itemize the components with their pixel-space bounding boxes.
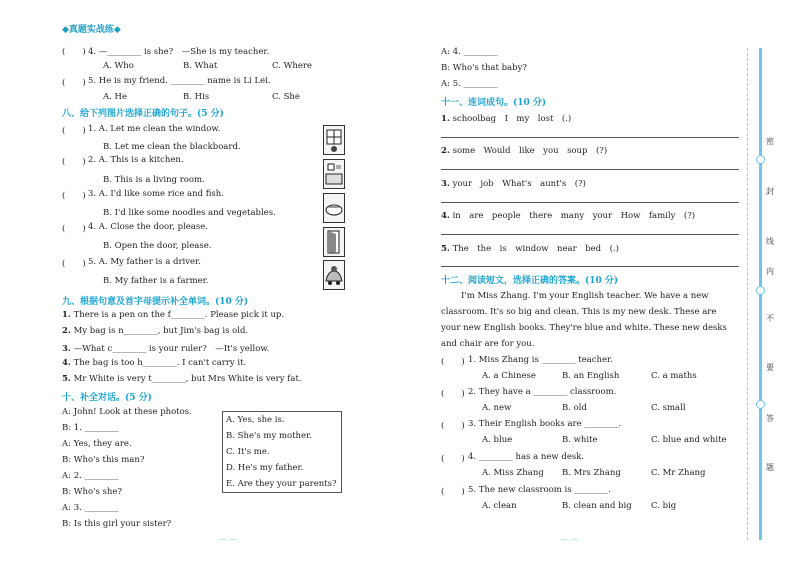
binding-hole <box>756 155 765 164</box>
item-number: 4. <box>441 211 450 221</box>
option-a: A. blue <box>482 435 513 445</box>
answer-bracket[interactable]: ( ) <box>441 487 465 497</box>
option-b: B. old <box>562 403 587 413</box>
option-c: C. big <box>651 501 677 511</box>
option-c: C. blue and white <box>651 435 727 445</box>
seal-char: 要 <box>766 363 774 372</box>
page-ornament: ⌒⌒ <box>560 540 580 551</box>
answer-bracket[interactable]: ( ) <box>62 191 86 201</box>
item-number: 1. <box>62 310 71 320</box>
dialog-line: A: 2. ________ <box>62 471 119 481</box>
list-item <box>62 358 246 368</box>
passage-line: classroom. It's so big and clean. This is my new desk. These are <box>441 307 717 317</box>
section-banner: ◆真题实战练◆ <box>62 25 121 35</box>
page-ornament: ⌒⌒ <box>218 540 238 551</box>
item-number: 5. <box>62 374 71 384</box>
seal-char: 不 <box>766 314 774 323</box>
answer-line[interactable] <box>441 202 739 203</box>
passage-line: I'm Miss Zhang. I'm your English teacher. We have a new <box>461 291 709 301</box>
binding-hole <box>756 286 765 295</box>
option-text: 1. A. Let me clean the window. <box>88 124 221 134</box>
section-title: 十一、连词成句。(10 分) <box>441 98 547 108</box>
option-c: C. She <box>272 92 300 102</box>
driver-picture <box>323 260 345 290</box>
list-item <box>62 326 248 336</box>
question-text: 4. —________ is she? —She is my teacher. <box>88 47 270 57</box>
option-b: B. an English <box>562 371 620 381</box>
answer-line[interactable] <box>441 234 739 235</box>
list-item <box>62 374 302 384</box>
dialog-line: A: 5. ________ <box>441 79 498 89</box>
seal-char: 内 <box>766 267 774 276</box>
answer-bracket[interactable]: ( ) <box>441 454 465 464</box>
seal-char: 线 <box>766 237 774 246</box>
answer-bracket[interactable]: ( ) <box>441 421 465 431</box>
dialog-line: B: Who's she? <box>62 487 122 497</box>
question-text: 5. The new classroom is ________. <box>468 485 611 495</box>
section-title: 十、补全对话。(5 分) <box>62 393 152 403</box>
section-title: 八、给下列图片选择正确的句子。(5 分) <box>62 109 224 119</box>
question-text: 5. He is my friend. ________ name is Li Lei. <box>88 76 271 86</box>
option-text: B. This is a living room. <box>103 175 205 185</box>
list-item <box>62 310 284 320</box>
answer-line[interactable] <box>441 169 739 170</box>
list-item <box>441 177 586 189</box>
option-text: 3. A. I'd like some rice and fish. <box>88 189 224 199</box>
option-a: A. Who <box>103 61 134 71</box>
question-text: 2. They have a ________ classroom. <box>468 387 617 397</box>
seal-char: 封 <box>766 187 774 196</box>
dialog-line: B: Who's this man? <box>62 455 145 465</box>
item-text: —What c________ is your ruler? —It's yellow. <box>70 344 270 354</box>
seal-char: 题 <box>766 463 774 472</box>
option-b: B. His <box>183 92 210 102</box>
kitchen-picture <box>323 159 345 189</box>
section-title: 九、根据句意及首字母提示补全单词。(10 分) <box>62 297 249 307</box>
item-text: schoolbag I my lost (.) <box>449 114 572 124</box>
answer-bracket[interactable]: ( ) <box>62 224 86 234</box>
item-number: 2. <box>62 326 71 336</box>
dialog-line: B: Who's that baby? <box>441 63 527 73</box>
answer-bracket[interactable]: ( ) <box>441 357 465 367</box>
option-text: B. Let me clean the blackboard. <box>103 142 241 152</box>
option-b: B. clean and big <box>562 501 632 511</box>
answer-line[interactable] <box>441 137 739 138</box>
answer-bracket[interactable]: ( ) <box>62 259 86 269</box>
answer-bracket[interactable]: ( ) <box>62 78 86 88</box>
word-bank-option: A. Yes, she is. <box>226 415 285 425</box>
item-number: 3. <box>441 179 450 189</box>
word-bank-option: C. It's me. <box>226 447 270 457</box>
answer-line[interactable] <box>441 266 739 267</box>
item-number: 4. <box>62 358 71 368</box>
section-title: 十二、阅读短文，选择正确的答案。(10 分) <box>441 276 619 286</box>
option-b: B. Mrs Zhang <box>562 468 621 478</box>
word-bank-option: E. Are they your parents? <box>226 479 337 489</box>
door-picture <box>323 227 345 257</box>
item-text: in are people there many your How family (?) <box>449 211 696 221</box>
answer-bracket[interactable]: ( ) <box>441 389 465 399</box>
option-b: B. What <box>183 61 218 71</box>
option-text: 4. A. Close the door, please. <box>88 222 208 232</box>
option-c: C. small <box>651 403 686 413</box>
word-bank-box <box>222 411 342 493</box>
item-number: 2. <box>441 146 450 156</box>
option-text: B. Open the door, please. <box>103 241 212 251</box>
item-text: The bag is too h________. I can't carry it. <box>70 358 247 368</box>
option-a: A. clean <box>482 501 517 511</box>
passage-line: and chair are for you. <box>441 339 535 349</box>
option-text: B. I'd like some noodles and vegetables. <box>103 208 276 218</box>
dialog-line: B: Is this girl your sister? <box>62 519 172 529</box>
option-a: A. He <box>103 92 127 102</box>
answer-bracket[interactable]: ( ) <box>62 157 86 167</box>
seal-dashed-line <box>747 48 748 540</box>
item-text: The the is window near bed (.) <box>449 244 619 254</box>
option-a: A. a Chinese <box>482 371 536 381</box>
question-text: 3. Their English books are ________. <box>468 419 622 429</box>
option-text: 2. A. This is a kitchen. <box>88 155 184 165</box>
option-text: B. My father is a farmer. <box>103 276 209 286</box>
dialog-line: A: 4. ________ <box>441 47 498 57</box>
item-number: 1. <box>441 114 450 124</box>
window-picture <box>323 125 345 155</box>
question-text: 1. Miss Zhang is ________ teacher. <box>468 355 613 365</box>
item-text: your job What's aunt's (?) <box>449 179 586 189</box>
passage-line: your new English books. They're blue and white. These new desks <box>441 323 727 333</box>
option-b: B. white <box>562 435 598 445</box>
answer-bracket[interactable]: ( ) <box>62 126 86 136</box>
list-item <box>441 209 695 221</box>
option-a: A. Miss Zhang <box>482 468 544 478</box>
seal-char: 密 <box>766 137 774 146</box>
answer-bracket[interactable]: ( ) <box>62 47 86 57</box>
dialog-line: A: 3. ________ <box>62 503 119 513</box>
list-item <box>441 144 607 156</box>
food-picture <box>323 193 345 223</box>
item-text: some Would like you soup (?) <box>449 146 608 156</box>
question-text: 4. ________ has a new desk. <box>468 452 585 462</box>
dialog-line: A: John! Look at these photos. <box>62 407 192 417</box>
option-c: C. Mr Zhang <box>651 468 706 478</box>
list-item <box>62 342 269 354</box>
item-text: There is a pen on the f________. Please pick it up. <box>70 310 285 320</box>
item-text: My bag is n________, but Jim's bag is old. <box>70 326 249 336</box>
option-c: C. Where <box>272 61 312 71</box>
option-a: A. new <box>482 403 512 413</box>
dialog-line: B: 1. ________ <box>62 423 119 433</box>
list-item <box>441 112 571 124</box>
binding-hole <box>756 400 765 409</box>
option-text: 5. A. My father is a driver. <box>88 257 201 267</box>
item-number: 3. <box>62 344 71 354</box>
item-number: 5. <box>441 244 450 254</box>
option-c: C. a maths <box>651 371 697 381</box>
item-text: Mr White is very t________, but Mrs White is very fat. <box>70 374 302 384</box>
word-bank-option: B. She's my mother. <box>226 431 312 441</box>
word-bank-option: D. He's my father. <box>226 463 304 473</box>
list-item <box>441 242 619 254</box>
dialog-line: A: Yes, they are. <box>62 439 132 449</box>
seal-char: 答 <box>766 414 774 423</box>
